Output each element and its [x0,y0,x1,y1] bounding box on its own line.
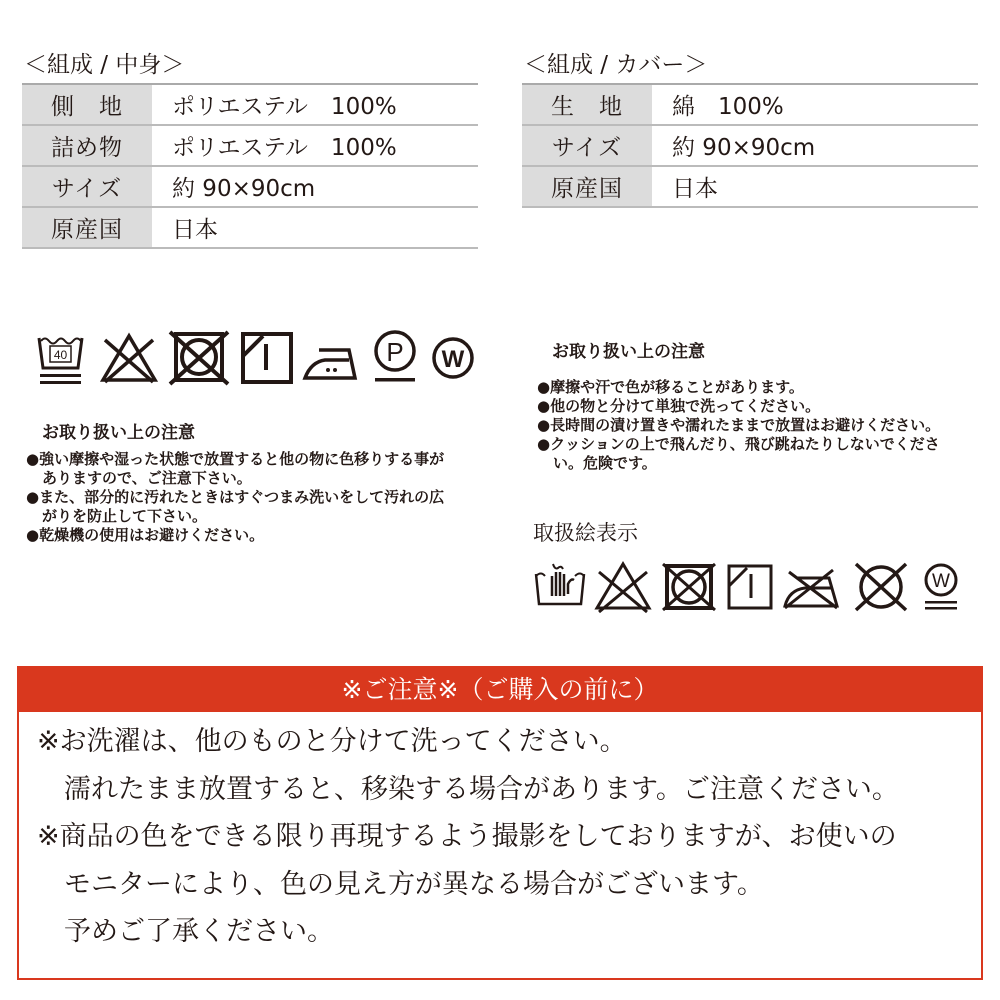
dry-clean-p-icon [364,330,426,386]
row-label: 側 地 [22,84,152,125]
row-label: サイズ [522,125,652,166]
no-bleach-icon [590,560,656,614]
symbols-heading: 取扱絵表示 [533,521,638,545]
notice-line: ※商品の色をできる限り再現するよう撮影をしておりますが、お使いの [37,821,897,852]
row-label: 原産国 [22,207,152,248]
note-item: ●長時間の漬け置きや濡れたままで放置はお避けください。 [537,416,941,434]
row-label: 生 地 [522,84,652,125]
row-label: 詰め物 [22,125,152,166]
line-dry-icon [722,560,778,614]
note-item: ●他の物と分けて単独で洗ってください。 [537,397,821,415]
right-table-title: ＜組成 / カバー＞ [524,52,708,78]
no-tumble-dry-icon [162,330,236,386]
no-dry-clean-icon [846,560,916,614]
row-value: ポリエステル 100% [152,125,478,166]
hand-wash-icon [530,560,590,614]
table-row [522,125,978,166]
left-care-notes [26,450,446,545]
row-value: ポリエステル 100% [152,84,478,125]
right-composition-table [522,83,978,208]
row-value: 約 90×90cm [652,125,978,166]
row-value: 日本 [152,207,478,248]
right-care-notes [537,378,957,473]
row-label: サイズ [22,166,152,207]
no-tumble-dry-icon [656,560,722,614]
table-row [522,84,978,125]
no-iron-icon [778,560,846,614]
notice-line: ※お洗濯は、他のものと分けて洗ってください。 [37,726,627,757]
left-table-title: ＜組成 / 中身＞ [24,52,185,78]
row-value: 日本 [652,166,978,207]
left-composition-table [22,83,478,249]
right-care-icons [530,560,966,614]
wet-clean-w-icon [916,560,966,614]
notice-line: 予めご了承ください。 [37,916,334,947]
note-item: ●摩擦や汗で色が移ることがあります。 [537,378,804,396]
table-row [22,207,478,248]
wash-40-gentle-icon [26,330,96,386]
left-care-heading: お取り扱い上の注意 [42,423,195,443]
notice-title: ※ご注意※（ご購入の前に） [19,668,981,712]
w-letter: W [441,346,465,373]
right-care-heading: お取り扱い上の注意 [552,342,705,362]
iron-low-icon [298,330,364,386]
no-bleach-icon [96,330,162,386]
row-label: 原産国 [522,166,652,207]
notice-box [17,666,983,980]
note-item: ●強い摩擦や湿った状態で放置すると他の物に色移りする事がありますので、ご注意下さい。 [26,450,445,487]
row-value: 綿 100% [652,84,978,125]
left-care-icons [26,330,480,386]
note-item: ●乾燥機の使用はお避けください。 [26,526,265,544]
table-row [22,125,478,166]
p-letter: P [386,337,404,367]
note-item: ●また、部分的に汚れたときはすぐつまみ洗いをして汚れの広がりを防止して下さい。 [26,488,445,525]
table-row [22,166,478,207]
wash-temp: 40 [53,348,68,362]
wet-clean-w-icon [426,330,480,386]
notice-line: モニターにより、色の見え方が異なる場合がございます。 [37,868,764,900]
w-letter: W [932,571,950,592]
note-item: ●クッションの上で飛んだり、飛び跳ねたりしないでください。危険です。 [537,435,940,472]
line-dry-icon [236,330,298,386]
notice-line: 濡れたまま放置すると、移染する場合があります。ご注意ください。 [37,773,899,805]
table-row [522,166,978,207]
notice-body [19,712,981,956]
row-value: 約 90×90cm [152,166,478,207]
table-row [22,84,478,125]
